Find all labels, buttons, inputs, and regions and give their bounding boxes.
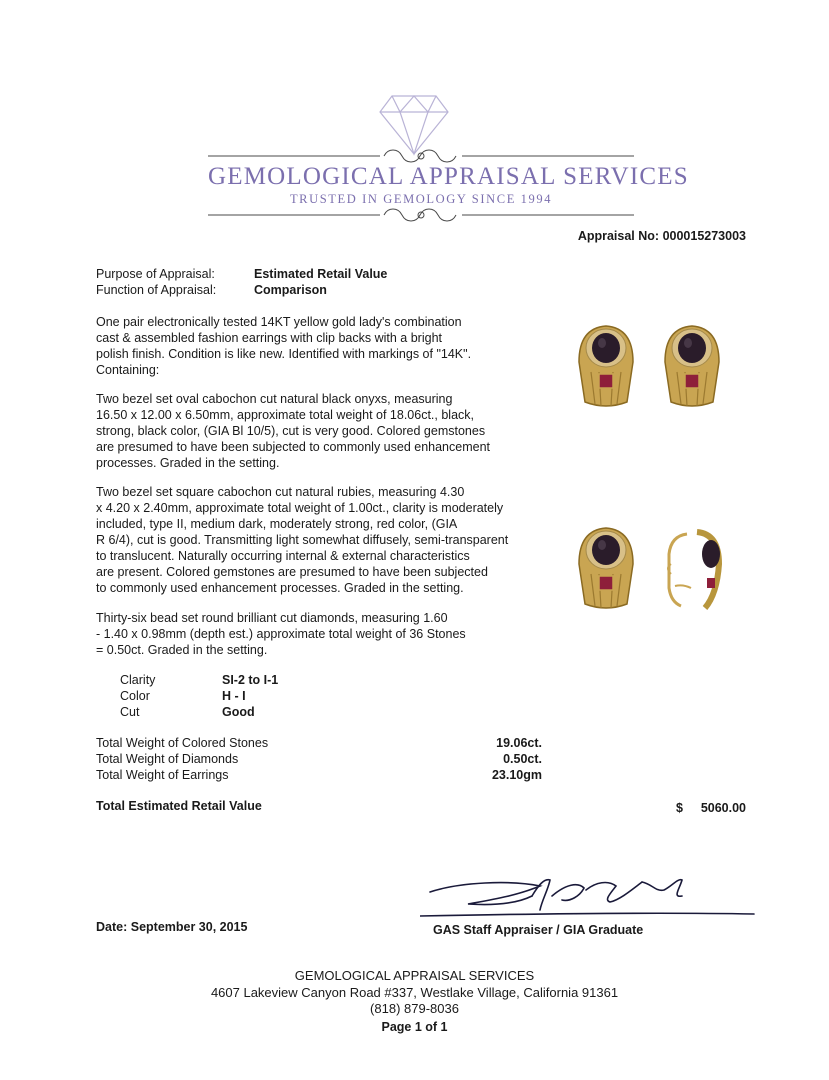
weight-label-diamonds: Total Weight of Diamonds: [96, 752, 239, 766]
purpose-label: Purpose of Appraisal:: [96, 267, 215, 281]
signer-title: GAS Staff Appraiser / GIA Graduate: [433, 923, 644, 937]
total-currency: $: [676, 801, 683, 815]
function-label: Function of Appraisal:: [96, 283, 217, 297]
appraisal-number: [520, 229, 746, 243]
weight-value-diamonds: 0.50ct.: [503, 752, 542, 766]
appraisal-number-value: 000015273003: [662, 229, 746, 243]
description-intro: One pair electronically tested 14KT yellow gold lady's combination cast & assembled fashion earrings with clip backs with a bright polish finish. Condition is like new. Identified with markings of "14K". Containing:: [96, 315, 472, 377]
company-tagline: TRUSTED IN GEMOLOGY SINCE 1994: [289, 192, 553, 206]
weight-value-colored-stones: 19.06ct.: [496, 736, 542, 750]
total-amount: 5060.00: [700, 801, 746, 815]
company-name: GEMOLOGICAL APPRAISAL SERVICES: [208, 163, 689, 190]
grading-label-color: Color: [120, 689, 150, 703]
grading-value-clarity: SI-2 to I-1: [222, 673, 279, 687]
footer-phone: (818) 879-8036: [370, 1001, 459, 1016]
earring-front-image: [571, 524, 641, 612]
grading-label-clarity: Clarity: [120, 673, 156, 687]
earring-front-right-image: [657, 322, 727, 410]
appraiser-signature: [420, 866, 756, 926]
description-diamonds: Thirty-six bead set round brilliant cut diamonds, measuring 1.60 - 1.40 x 0.98mm (depth est.) approximate total weight of 36 Stones = 0.50ct. Graded in the setting.: [96, 611, 466, 657]
description-rubies: Two bezel set square cabochon cut natural rubies, measuring 4.30 x 4.20 x 2.40mm, approximate total weight of 1.00ct., clarity is moderately included, type II, medium dark, moderately strong, red color, (GIA R 6/4), cut is good. Transmitting light somewhat diffusely, semi-transparent to translucent. Naturally occurring internal & external characteristics are present. Colored gemstones are presumed to have been subjected to commonly used enhancement processes. Graded in the setting.: [96, 485, 509, 595]
appraisal-date: Date: September 30, 2015: [96, 920, 248, 934]
page-number: Page 1 of 1: [381, 1020, 448, 1034]
earring-side-clip-image: [657, 524, 727, 614]
grading-label-cut: Cut: [120, 705, 140, 719]
function-value: Comparison: [254, 283, 327, 297]
grading-value-color: H - I: [222, 689, 246, 703]
header-ornament-bottom: [208, 205, 634, 225]
weight-value-earrings: 23.10gm: [491, 768, 542, 782]
weight-label-colored-stones: Total Weight of Colored Stones: [96, 736, 269, 750]
earring-front-left-image: [571, 322, 641, 410]
appraisal-number-label: Appraisal No:: [577, 229, 660, 243]
total-label: Total Estimated Retail Value: [96, 799, 262, 813]
grading-value-cut: Good: [222, 705, 255, 719]
purpose-value: Estimated Retail Value: [254, 267, 388, 281]
description-onyx: Two bezel set oval cabochon cut natural black onyxs, measuring 16.50 x 12.00 x 6.50mm, approximate total weight of 18.06ct., black, strong, black color, (GIA Bl 10/5), cut is very good. Colored gemstones are presumed to have been subjected to commonly used enhancement processes. Graded in the setting.: [96, 392, 490, 470]
weight-label-earrings: Total Weight of Earrings: [96, 768, 229, 782]
footer-company: GEMOLOGICAL APPRAISAL SERVICES: [294, 968, 535, 983]
footer-address: 4607 Lakeview Canyon Road #337, Westlake Village, California 91361: [210, 985, 619, 1000]
